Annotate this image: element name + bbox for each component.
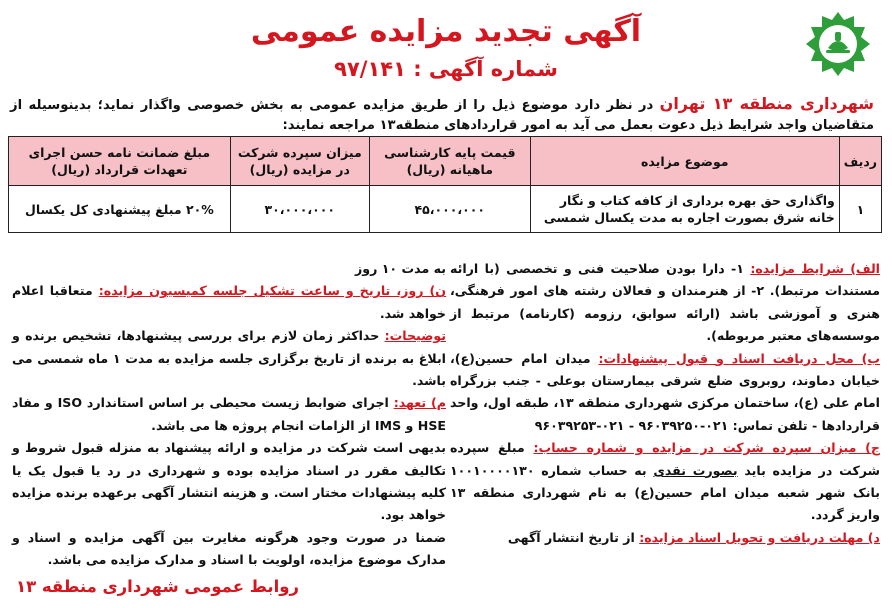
paragraph-acceptance: [12, 437, 446, 527]
table-header-row: [9, 137, 882, 186]
section-m-text: اجرای ضوابط زیست محیطی بر اساس استاندارد ISO و مفاد HSE و IMS از الزامات انجام پروژه ها می باشد.: [12, 395, 446, 433]
section-b-text: میدان امام حسین(ع)، خیابان دماوند، روبروی ضلع شرقی بیمارستان بوعلی - جنب بزرگراه امام علی (ع)، ساختمان مرکزی شهرداری منطقه ۱۳، طبقه اول، واحد قراردادها - تلفن تماس: ۰۲۱-۹۶۰۳۹۲۵۰ - ۰۲۱-۹۶۰۳۹۲۵۳: [450, 350, 880, 433]
section-notes-text: حداکثر زمان لازم برای بررسی پیشنهادها، تشخیص برنده و ابلاغ به برنده از تاریخ برگزاری جلسه مزایده به مدت ۱ ماه شمسی می باشد.: [12, 328, 446, 389]
section-c-text4: به نام شهرداری منطقه ۱۳ واریز گردد.: [450, 485, 880, 523]
section-c-account: ۱۰۰۱۰۰۰۰۱۳۰: [450, 462, 535, 478]
conditions-left-column: [12, 258, 446, 572]
section-d: [450, 527, 880, 549]
section-c-cash: بصورت نقدی: [653, 462, 738, 478]
cell-deposit: ۳۰،۰۰۰،۰۰۰: [230, 186, 369, 233]
section-c-text2: به حساب شماره: [534, 462, 654, 478]
tehran-municipality-logo-icon: [804, 10, 872, 82]
section-a-label: الف) شرایط مزایده:: [750, 261, 880, 276]
conditions-right-column: [450, 258, 880, 549]
section-m-label: م) تعهد:: [393, 395, 446, 411]
section-c-label: ج) میزان سپرده شرکت در مزایده و شماره حساب:: [533, 440, 880, 456]
section-n-label: ن) روز، تاریخ و ساعت تشکیل جلسه کمیسیون مزایده:: [98, 283, 446, 299]
auction-table: [8, 136, 882, 233]
paragraph-acceptance-cost: و هزینه انتشار آگهی برعهده برنده مزایده خواهد بود.: [12, 485, 446, 523]
section-b: [450, 348, 880, 438]
header-deposit: میزان سپرده شرکت در مزایده (ریال): [230, 137, 369, 186]
header-subject: موضوع مزایده: [530, 137, 839, 186]
header-row-number: ردیف: [839, 137, 881, 186]
section-a-text: ۱- دارا بودن صلاحیت فنی و تخصصی (با ارائه مستندات مرتبط). ۲- از هنرمندان و فعالان رشته های امور فرهنگی، هنری و آموزشی باشد (ارائه سوابق، رزومه (کارنامه) مرتبط از موسسه‌های معتبر مربوطه).: [450, 261, 880, 344]
header-guarantee: مبلغ ضمانت نامه حسن اجرای تعهدات قرارداد (ریال): [9, 137, 231, 186]
cell-guarantee: ۲۰% مبلغ پیشنهادی کل یکسال: [9, 186, 231, 233]
cell-base-price: ۴۵،۰۰۰،۰۰۰: [369, 186, 530, 233]
notice-number: شماره آگهی : ۹۷/۱۴۱: [334, 57, 558, 81]
organization-name: شهرداری منطقه ۱۳ تهران: [659, 94, 875, 113]
header-base-price: قیمت پایه کارشناسی ماهیانه (ریال): [369, 137, 530, 186]
section-m: [12, 392, 446, 437]
section-d-label: د) مهلت دریافت و تحویل اسناد مزایده:: [639, 529, 880, 545]
section-d-text: از تاریخ انتشار آگهی: [507, 529, 640, 545]
cell-row-number: ۱: [839, 186, 881, 233]
section-d-continued: به مدت ۱۰ روز: [355, 261, 446, 276]
intro-paragraph: [10, 94, 874, 136]
paragraph-priority: ضمنا در صورت وجود هرگونه مغایرت بین آگهی مزایده و اسناد و مدارک موضوع مزایده، اولویت با اسناد و مدارک مزایده می باشد.: [12, 529, 446, 568]
section-b-label: ب) محل دریافت اسناد و قبول پیشنهادات:: [598, 350, 880, 366]
section-c-bank: بانک شهر شعبه میدان امام حسین(ع): [634, 485, 880, 501]
paragraph-acceptance-text: بدیهی است شرکت در مزایده و ارائه پیشنهاد به منزله قبول شروط و تکالیف مقرر در اسناد مزایده بوده و شهرداری در رد یا قبول یک یا کلیه پیشنهادات مختار است.: [12, 440, 446, 501]
section-n: [12, 280, 446, 325]
public-relations-signature: روابط عمومی شهرداری منطقه ۱۳: [16, 577, 300, 596]
notice-title: آگهی تجدید مزایده عمومی: [250, 14, 642, 49]
table-row: [9, 186, 882, 233]
section-a: [450, 258, 880, 348]
cell-subject: واگذاری حق بهره برداری از کافه کتاب و نگار خانه شرق بصورت اجاره به مدت یکسال شمسی: [530, 186, 839, 233]
intro-text: در نظر دارد موضوع ذیل را از طریق مزایده عمومی به بخش خصوصی واگذار نماید؛ بدینوسیله از متقاضیان واجد شرایط ذیل دعوت بعمل می آید به امور قراردادهای منطقه۱۳ مراجعه نمایند:: [10, 98, 874, 133]
section-c: [450, 437, 880, 527]
section-n-text: متعاقبا اعلام خواهد شد.: [12, 283, 446, 321]
section-notes: [12, 325, 446, 392]
section-c-text1: مبلغ سپرده شرکت در مزایده باید: [450, 440, 880, 478]
section-notes-label: توضیحات:: [384, 328, 446, 344]
